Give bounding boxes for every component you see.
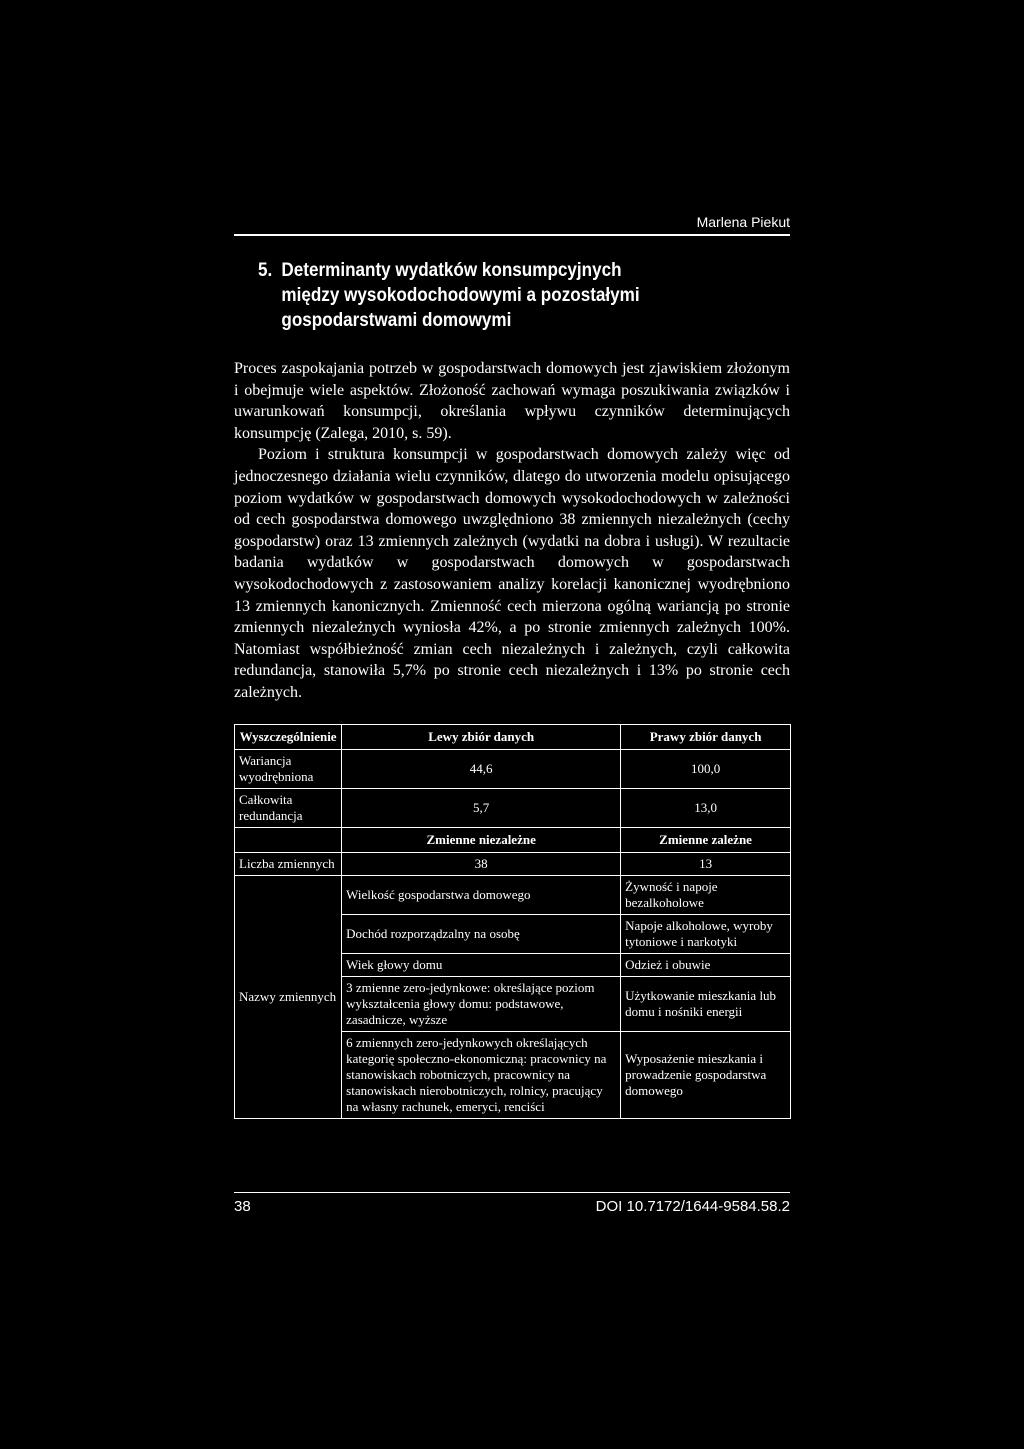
row-label: Liczba zmiennych <box>235 853 342 876</box>
table-cell: Wyposażenie mieszkania i prowadzenie gospodarstwa domowego <box>621 1032 791 1119</box>
table-header-row <box>235 725 791 750</box>
row-label: Nazwy zmiennych <box>235 876 342 1119</box>
section-title-line: gospodarstwami domowymi <box>281 310 512 331</box>
table-cell: 13,0 <box>621 789 791 828</box>
table-row <box>235 789 791 828</box>
table-cell: Żywność i napoje bezalkoholowe <box>621 876 791 915</box>
doi: DOI 10.7172/1644-9584.58.2 <box>595 1198 790 1215</box>
table-header-cell: Lewy zbiór danych <box>342 725 621 750</box>
table-cell: Wielkość gospodarstwa domowego <box>342 876 621 915</box>
table-row <box>235 853 791 876</box>
paragraph: Proces zaspokajania potrzeb w gospodarstwach domowych jest zjawiskiem złożonym i obejmuje wiele aspektów. Złożoność zachowań wymaga poszukiwania związków i uwarunkowań konsumpcji, określania wpływu czynników determinujących konsumpcję (Zalega, 2010, s. 59). <box>234 360 790 442</box>
table-header-cell: Wyszczególnienie <box>235 725 342 750</box>
paragraph: Poziom i struktura konsumpcji w gospodarstwach domowych zależy więc od jednoczesnego działania wielu czynników, dlatego do utworzenia modelu opisującego poziom wydatków w gospodarstwach domowych wysokodochodowych w zależności od cech gospodarstwa domowego uwzględniono 38 zmiennych niezależnych (cechy gospodarstw) oraz 13 zmiennych zależnych (wydatki na dobra i usługi). W rezultacie badania wydatków w gospodarstwach domowych w gospodarstwach wysokodochodowych z zastosowaniem analizy korelacji kanonicznej wyodrębniono 13 zmiennych kanonicznych. Zmienność cech mierzona ogólną wariancją po stronie zmiennych niezależnych wyniosła 42%, a po stronie zmiennych zależnych 100%. Natomiast współbieżność zmian cech niezależnych i zależnych, czyli całkowita redundancja, stanowiła 5,7% po stronie cech niezależnych i 13% po stronie cech zależnych. <box>234 446 790 701</box>
section-title <box>281 258 785 333</box>
table-cell: Użytkowanie mieszkania lub domu i nośniki energii <box>621 977 791 1032</box>
table-cell: Odzież i obuwie <box>621 954 791 977</box>
table-cell <box>235 828 342 853</box>
row-label: Całkowita redundancja <box>235 789 342 828</box>
table-subheader-row <box>235 828 791 853</box>
table-cell: 5,7 <box>342 789 621 828</box>
footer-rule <box>234 1192 790 1193</box>
table-row <box>235 750 791 789</box>
table-cell: 13 <box>621 853 791 876</box>
table-header-cell: Prawy zbiór danych <box>621 725 791 750</box>
results-table <box>234 724 791 1119</box>
table-cell: 6 zmiennych zero-jedynkowych określających kategorię społeczno-ekonomiczną: pracownicy na stanowiskach robotniczych, pracownicy na stanowiskach nierobotniczych, rolnicy, pracujący na własny rachunek, emeryci, renciści <box>342 1032 621 1119</box>
section-title-line: Determinanty wydatków konsumpcyjnych <box>281 260 622 281</box>
table-cell: Wiek głowy domu <box>342 954 621 977</box>
row-label: Wariancja wyodrębniona <box>235 750 342 789</box>
table-cell: Napoje alkoholowe, wyroby tytoniowe i narkotyki <box>621 915 791 954</box>
body-text <box>234 358 790 704</box>
page-number: 38 <box>234 1198 251 1215</box>
table-subheader-cell: Zmienne niezależne <box>342 828 621 853</box>
table-cell: 100,0 <box>621 750 791 789</box>
table-row <box>235 876 791 915</box>
header-rule <box>234 234 790 236</box>
table-cell: Dochód rozporządzalny na osobę <box>342 915 621 954</box>
running-head: Marlena Piekut <box>696 214 790 230</box>
section-number: 5. <box>258 260 273 281</box>
table-cell: 38 <box>342 853 621 876</box>
section-title-line: między wysokodochodowymi a pozostałymi <box>281 285 640 306</box>
table-subheader-cell: Zmienne zależne <box>621 828 791 853</box>
table-cell: 44,6 <box>342 750 621 789</box>
table-cell: 3 zmienne zero-jedynkowe: określające poziom wykształcenia głowy domu: podstawowe, zasadnicze, wyższe <box>342 977 621 1032</box>
